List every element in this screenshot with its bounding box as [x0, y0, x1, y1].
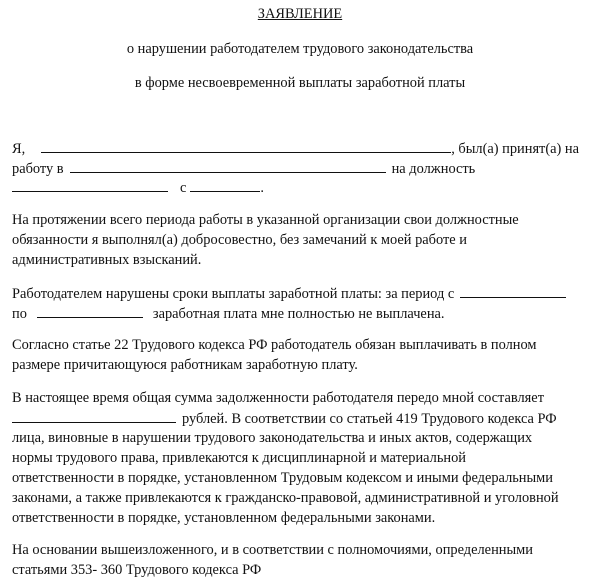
name-blank[interactable] [41, 138, 451, 153]
para1-line-2: обязанности я выполнял(а) добросовестно, без замечаний к моей работе и [12, 232, 467, 248]
para2-line-2 [12, 303, 445, 324]
para2-text: Работодателем нарушены сроки выплаты заработной платы: за период с [12, 286, 455, 302]
intro-text-ya: Я, [12, 141, 26, 157]
intro-text-from: с [180, 180, 187, 196]
debt-amount-blank[interactable] [12, 408, 176, 423]
intro-text-position: на должность [391, 161, 476, 177]
para4-line-2 [12, 408, 557, 429]
para4-line-4: нормы трудового права, привлекаются к дисциплинарной и материальной [12, 450, 466, 466]
period-to-blank[interactable] [37, 303, 143, 318]
para5-line-1: На основании вышеизложенного, и в соответствии с полномочиями, определенными [12, 542, 533, 558]
para4-line-1: В настоящее время общая сумма задолженности работодателя передо мной составляет [12, 390, 544, 406]
para4-line-6: законами, а также привлекаются к гражданско-правовой, административной и уголовной [12, 490, 559, 506]
intro-text-period: . [260, 180, 264, 196]
intro-text-hired: , был(а) принят(а) на [451, 141, 580, 157]
para4-text-rubles: рублей. В соответствии со статьей 419 Трудового кодекса РФ [182, 411, 557, 427]
para3-line-2: размере причитающуюся работникам заработную плату. [12, 357, 358, 373]
para4-line-5: ответственности в порядке, установленном Трудовым кодексом и иными федеральными [12, 470, 553, 486]
para3-line-1: Согласно статье 22 Трудового кодекса РФ работодатель обязан выплачивать в полном [12, 337, 537, 353]
para2-line-1 [12, 283, 566, 304]
para2-text-unpaid: заработная плата мне полностью не выплачена. [152, 306, 445, 322]
organization-blank[interactable] [70, 158, 386, 173]
para4-line-3: лица, виновные в нарушении трудового законодательства и иных актов, содержащих [12, 430, 533, 446]
intro-text-work-at: работу в [12, 161, 64, 177]
document-title: ЗАЯВЛЕНИЕ [257, 6, 343, 22]
intro-line-2 [12, 158, 475, 179]
document-subtitle-2: в форме несвоевременной выплаты заработной платы [134, 75, 466, 91]
para1-line-3: административных взысканий. [12, 252, 202, 268]
position-blank[interactable] [12, 177, 168, 192]
para4-line-7: ответственности в порядке, установленном федеральными законами. [12, 510, 436, 526]
para1-line-1: На протяжении всего периода работы в указанной организации свои должностные [12, 212, 519, 228]
para5-line-2: статьями 353- 360 Трудового кодекса РФ [12, 562, 262, 578]
document-subtitle-1: о нарушении работодателем трудового законодательства [126, 41, 474, 57]
intro-line-1 [12, 138, 579, 159]
para2-text-to: по [12, 306, 27, 322]
intro-line-3 [12, 177, 264, 198]
period-from-blank[interactable] [460, 283, 566, 298]
start-date-blank[interactable] [190, 177, 260, 192]
